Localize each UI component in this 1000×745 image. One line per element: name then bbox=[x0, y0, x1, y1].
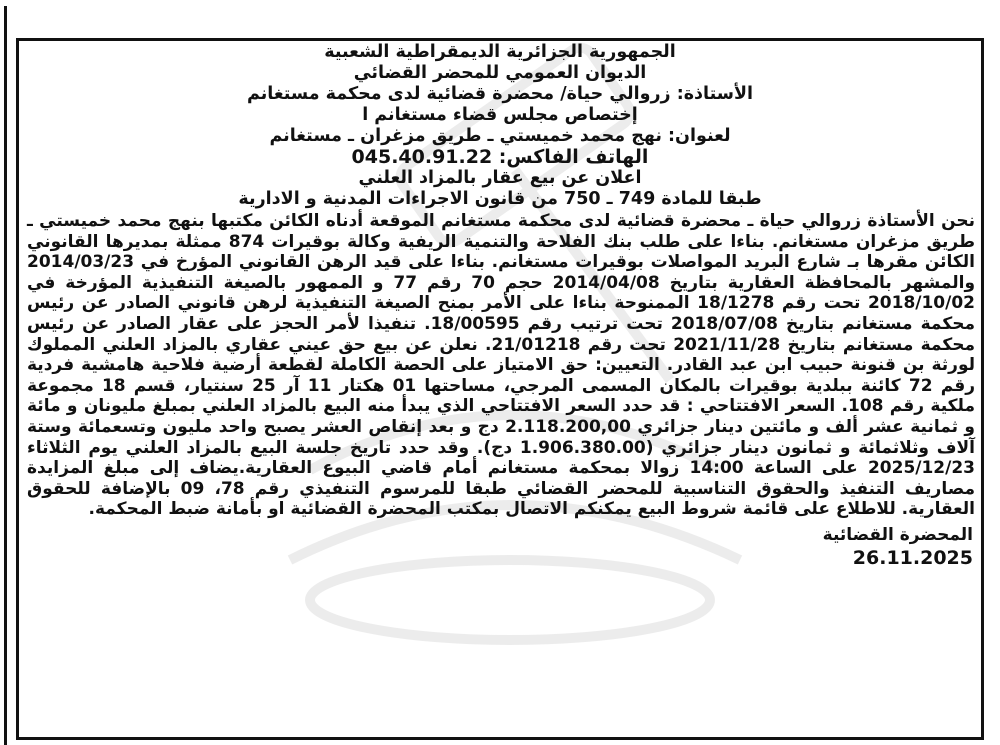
legal-basis: طبقا للمادة 749 ـ 750 من قانون الاجراءات المدنية و الادارية bbox=[238, 189, 762, 209]
notice-content bbox=[19, 42, 981, 570]
header-republic: الجمهورية الجزائرية الديمقراطية الشعبية bbox=[324, 42, 676, 62]
header-jurisdiction: إختصاص مجلس قضاء مستغانم ا bbox=[362, 105, 638, 125]
notice-body: نحن الأستاذة زروالي حياة ـ محضرة قضائية لدى محكمة مستغانم الموقعة أدناه الكائن مكتبها بنهج محمد خميستي ـ طريق مزغران مستغانم. بناءا على طلب بنك الفلاحة والتنمية الريفية وكالة بوقيرات 874 ممثلة بمديرها القانوني الكائن مقرها بـ شارع البريد المواصلات بوقيرات مستغانم. بناءا على قيد الرهن القانوني المؤرخ في 2014/03/23 والمشهر بالمحافظة العقارية بتاريخ 2014/04/08 حجم 70 رقم 77 و الممهور بالصيغة التنفيذية المؤرخة في 2018/10/02 تحت رقم 18/1278 الممنوحة بناءا على الأمر بمنح الصيغة التنفيذية لرهن قانوني الصادر عن رئيس محكمة مستغانم بتاريخ 2018/07/08 تحت ترتيب رقم 18/00595. تنفيذا لأمر الحجز على عقار الصادر عن رئيس محكمة مستغانم بتاريخ 2021/11/28 تحت رقم 21/01218. نعلن عن بيع حق عيني عقاري بالمزاد العلني المملوك لورثة بن قنونة حبيب ابن عبد القادر. التعيين: حق الامتياز على الحصة الكاملة لقطعة أرضية فلاحية هامشية فردية رقم 72 كائنة ببلدية بوقيرات بالمكان المسمى المرجي، مساحتها 01 هكتار 11 آر 25 سنتيار، قسم 18 مجموعة ملكية رقم 108. السعر الافتتاحي : قد حدد السعر الافتتاحي الذي يبدأ منه البيع بالمزاد العلني بمبلغ مليونان و مائة و ثمانية عشر ألف و مائتين دينار جزائري 2.118.200,00 دج و بعد إنقاص العشر يصبح واحد مليون وتسعمائة وستة آلاف وثلاثمائة و ثمانون دينار جزائري (1.906.380.00 دج). وقد حدد تاريخ جلسة البيع بالمزاد العلني يوم الثلاثاء 2025/12/23 على الساعة 14:00 زوالا بمحكمة مستغانم أمام قاضي البيوع العقارية.يضاف إلى مبلغ المزايدة مصاريف التنفيذ والحقوق التناسبية للمحضر القضائي طبقا للمرسوم التنفيذي رقم 78، 09 بالإضافة للحقوق العقارية. للاطلاع على قائمة شروط البيع يمكنكم الاتصال بمكتب المحضرة القضائية او بأمانة ضبط المحكمة. bbox=[27, 211, 976, 520]
left-edge-rule bbox=[4, 6, 7, 745]
header-office: الديوان العمومي للمحضر القضائي bbox=[353, 63, 647, 83]
header-bailiff: الأستاذة: زروالي حياة/ محضرة قضائية لدى محكمة مستغانم bbox=[247, 84, 753, 104]
notice-title: اعلان عن بيع عقار بالمزاد العلني bbox=[358, 168, 642, 188]
header-phone-fax: الهاتف الفاكس: 045.40.91.22 bbox=[351, 146, 649, 168]
signature-date: 26.11.2025 bbox=[852, 546, 973, 569]
header-address: لعنوان: نهج محمد خميستي ـ طريق مزغران ـ مستغانم bbox=[269, 126, 731, 146]
signature-title: المحضرة القضائية bbox=[822, 524, 973, 545]
